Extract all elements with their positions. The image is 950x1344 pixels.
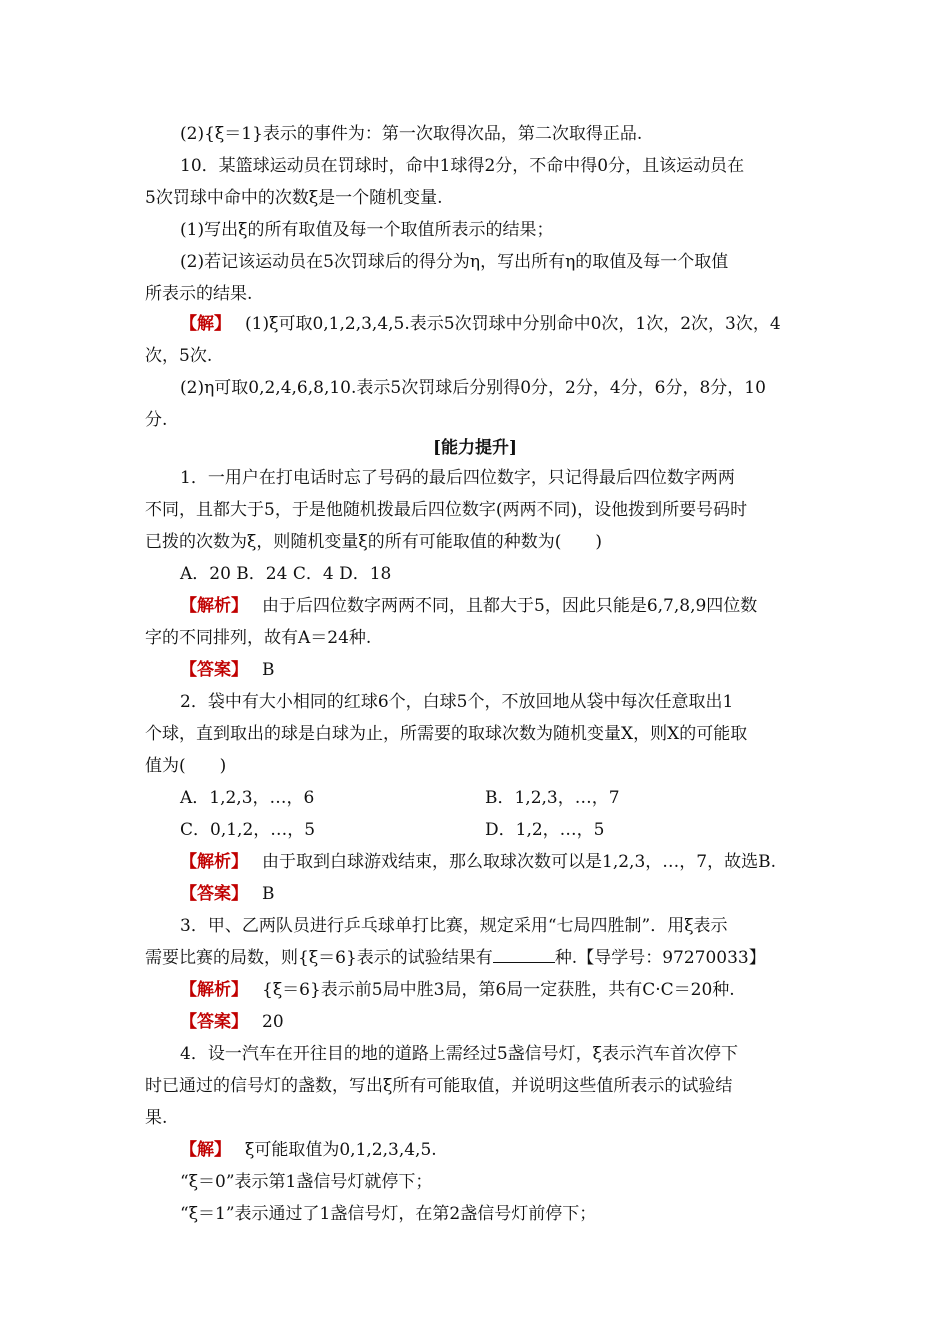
option-a: A．1,2,3，…，6 [180,788,315,808]
analysis-tag: 【解析】 [180,980,248,1000]
text-line: (2)η可取0,2,4,6,8,10.表示5次罚球后分别得0分，2分，4分，6分，8分，10 [180,378,766,398]
answer-line [180,1010,284,1034]
analysis-text: 由于后四位数字两两不同，且都大于5，因此只能是6,7,8,9四位数 [262,596,758,616]
text-line: 分. [145,410,168,430]
answer-blank [493,946,555,963]
analysis-tag: 【解析】 [180,596,248,616]
question-3-text-tail: 种.【导学号：97270033】 [554,948,766,968]
answer-line [180,882,275,906]
text-line: “ξ＝1”表示通过了1盏信号灯，在第2盏信号灯前停下； [180,1204,597,1224]
question-1-line: 1．一用户在打电话时忘了号码的最后四位数字，只记得最后四位数字两两 [180,468,735,488]
text-line: 时已通过的信号灯的盏数，写出ξ所有可能取值，并说明这些值所表示的试验结 [145,1076,733,1096]
answer-tag: 【答案】 [180,884,248,904]
text-line: 个球，直到取出的球是白球为止，所需要的取球次数为随机变量X，则X的可能取 [145,724,748,744]
answer-text: B [262,884,275,904]
text-line: (1)写出ξ的所有取值及每一个取值所表示的结果； [180,220,554,240]
answer-text: B [262,660,275,680]
analysis-line [180,850,776,874]
text-line: 值为( ) [145,756,227,776]
question-3-line: 3．甲、乙两队员进行乒乓球单打比赛，规定采用“七局四胜制”．用ξ表示 [180,916,728,936]
option-b: B．1,2,3，…，7 [485,788,620,808]
text-line: 已拨的次数为ξ，则随机变量ξ的所有可能取值的种数为( ) [145,532,602,552]
solution-line [180,1138,437,1162]
text-line: 字的不同排列，故有A＝24种. [145,628,372,648]
analysis-text: 由于取到白球游戏结束，那么取球次数可以是1,2,3，…，7，故选B. [262,852,776,872]
solution-text: ξ可能取值为0,1,2,3,4,5. [245,1140,437,1160]
text-line: 次，5次. [145,346,213,366]
text-line [145,946,766,970]
analysis-line [180,594,757,618]
text-line: (2){ξ＝1}表示的事件为：第一次取得次品，第二次取得正品. [180,124,643,144]
text-line: 果. [145,1108,168,1128]
question-10-line: 10．某篮球运动员在罚球时，命中1球得2分，不命中得0分，且该运动员在 [180,156,745,176]
question-4-line: 4．设一汽车在开往目的地的道路上需经过5盏信号灯，ξ表示汽车首次停下 [180,1044,738,1064]
text-line: (2)若记该运动员在5次罚球后的得分为η，写出所有η的取值及每一个取值 [180,252,729,272]
text-line: 所表示的结果. [145,284,253,304]
option-d: D．1,2，…，5 [485,820,605,840]
section-title: [能力提升] [432,438,518,458]
answer-text: 20 [262,1012,284,1032]
question-2-line: 2．袋中有大小相同的红球6个，白球5个，不放回地从袋中每次任意取出1 [180,692,734,712]
answer-line [180,658,275,682]
text-line: 不同，且都大于5，于是他随机拨最后四位数字(两两不同)，设他拨到所要号码时 [145,500,748,520]
analysis-line [180,978,735,1002]
analysis-text: {ξ＝6}表示前5局中胜3局，第6局一定获胜，共有C·C＝20种. [262,980,735,1000]
solution-tag: 【解】 [180,1140,231,1160]
analysis-tag: 【解析】 [180,852,248,872]
answer-tag: 【答案】 [180,660,248,680]
solution-text: (1)ξ可取0,1,2,3,4,5.表示5次罚球中分别命中0次，1次，2次，3次，4 [245,314,781,334]
solution-line [180,312,781,336]
solution-tag: 【解】 [180,314,231,334]
text-line: 5次罚球中命中的次数ξ是一个随机变量. [145,188,443,208]
answer-tag: 【答案】 [180,1012,248,1032]
question-3-text: 需要比赛的局数，则{ξ＝6}表示的试验结果有 [145,948,493,968]
option-c: C．0,1,2，…，5 [180,820,316,840]
question-1-options: A．20 B．24 C．4 D．18 [180,564,392,584]
text-line: “ξ＝0”表示第1盏信号灯就停下； [180,1172,433,1192]
